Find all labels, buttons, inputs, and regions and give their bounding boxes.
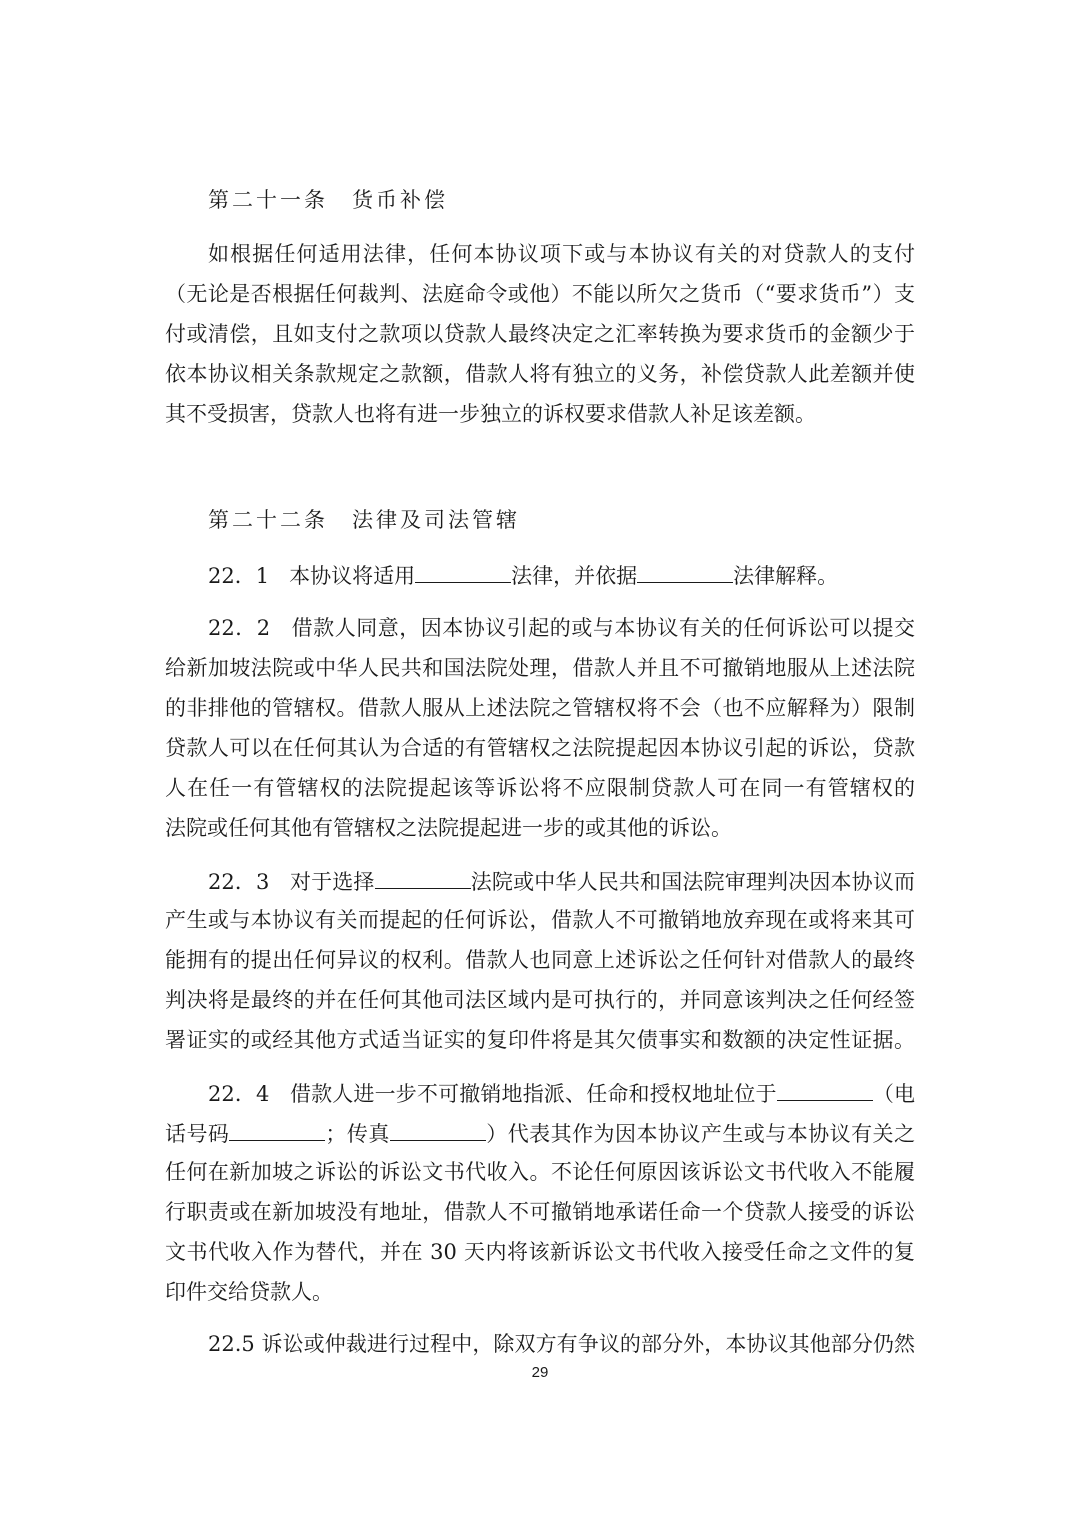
clause-22-4-line: 印件交给贷款人。 (165, 1280, 333, 1304)
fill-in-blank (777, 1082, 873, 1101)
article-22-heading (208, 510, 520, 531)
clause-text: 法律，并依据 (511, 564, 638, 588)
clause-number: 22．1 (208, 564, 270, 588)
clause-number: 22．3 (208, 870, 270, 894)
clause-22-5: 22.5 诉讼或仲裁进行过程中，除双方有争议的部分外，本协议其他部分仍然 (208, 1332, 915, 1356)
fill-in-blank (229, 1122, 325, 1141)
article-21-line: 付或清偿，且如支付之款项以贷款人最终决定之汇率转换为要求货币的金额少于 (165, 322, 915, 346)
clause-22-3-line: 判决将是最终的并在任何其他司法区域内是可执行的，并同意该判决之任何经签 (165, 988, 915, 1012)
clause-22-2-line: 人在任一有管辖权的法院提起该等诉讼将不应限制贷款人可在同一有管辖权的 (165, 776, 915, 800)
article-21-line: 依本协议相关条款规定之款额，借款人将有独立的义务，补偿贷款人此差额并使 (165, 362, 915, 386)
clause-text: 法院或中华人民共和国法院审理判决因本协议而 (470, 870, 916, 894)
article-21-heading (208, 190, 448, 211)
clause-text: 借款人同意，因本协议引起的或与本协议有关的任何诉讼可以提交 (291, 616, 915, 640)
clause-22-2-line: 贷款人可以在任何其认为合适的有管辖权之法院提起因本协议引起的诉讼，贷款 (165, 736, 915, 760)
fill-in-blank (415, 564, 511, 583)
clause-22-2 (208, 618, 915, 639)
clause-22-2-line: 法院或任何其他有管辖权之法院提起进一步的或其他的诉讼。 (165, 816, 732, 840)
clause-text: 对于选择 (289, 870, 375, 894)
clause-22-4-line: 行职责或在新加坡没有地址，借款人不可撤销地承诺任命一个贷款人接受的诉讼 (165, 1200, 915, 1224)
clause-22-3-line: 产生或与本协议有关而提起的任何诉讼，借款人不可撤销地放弃现在或将来其可 (165, 908, 915, 932)
clause-22-2-line: 的非排他的管辖权。借款人服从上述法院之管辖权将不会（也不应解释为）限制 (165, 696, 915, 720)
clause-text: （电 (872, 1082, 916, 1106)
clause-text: 借款人进一步不可撤销地指派、任命和授权地址位于 (289, 1082, 777, 1106)
clause-22-3 (208, 870, 915, 893)
article-22-title: 法律及司法管辖 (352, 508, 520, 532)
page-number: 29 (531, 1364, 549, 1381)
clause-22-3-line: 署证实的或经其他方式适当证实的复印件将是其欠债事实和数额的决定性证据。 (165, 1028, 915, 1052)
clause-22-1 (208, 564, 915, 587)
clause-text: 话号码 (165, 1122, 230, 1146)
clause-22-4 (208, 1082, 915, 1105)
article-21-title: 货币补偿 (352, 188, 448, 212)
article-22-number: 第二十二条 (208, 508, 328, 532)
article-21-line: （无论是否根据任何裁判、法庭命令或他）不能以所欠之货币（“要求货币”）支 (165, 282, 915, 306)
clause-text: ；传真 (325, 1122, 390, 1146)
fill-in-blank (637, 564, 733, 583)
clause-number: 22．2 (208, 616, 271, 640)
fill-in-blank (390, 1122, 486, 1141)
clause-22-4-line (165, 1122, 915, 1145)
clause-text: ）代表其作为因本协议产生或与本协议有关之 (485, 1122, 916, 1146)
clause-22-2-line: 给新加坡法院或中华人民共和国法院处理，借款人并且不可撤销地服从上述法院 (165, 656, 915, 680)
clause-text: 本协议将适用 (289, 564, 416, 588)
clause-22-4-line: 文书代收入作为替代，并在 30 天内将该新诉讼文书代收入接受任命之文件的复 (165, 1240, 915, 1264)
fill-in-blank (375, 870, 471, 889)
clause-22-3-line: 能拥有的提出任何异议的权利。借款人也同意上述诉讼之任何针对借款人的最终 (165, 948, 915, 972)
article-21-line: 如根据任何适用法律，任何本协议项下或与本协议有关的对贷款人的支付 (208, 242, 915, 266)
article-21-line: 其不受损害，贷款人也将有进一步独立的诉权要求借款人补足该差额。 (165, 402, 816, 426)
article-21-number: 第二十一条 (208, 188, 328, 212)
clause-22-4-line: 任何在新加坡之诉讼的诉讼文书代收入。不论任何原因该诉讼文书代收入不能履 (165, 1160, 915, 1184)
clause-text: 法律解释。 (733, 564, 839, 588)
clause-number: 22．4 (208, 1082, 270, 1106)
